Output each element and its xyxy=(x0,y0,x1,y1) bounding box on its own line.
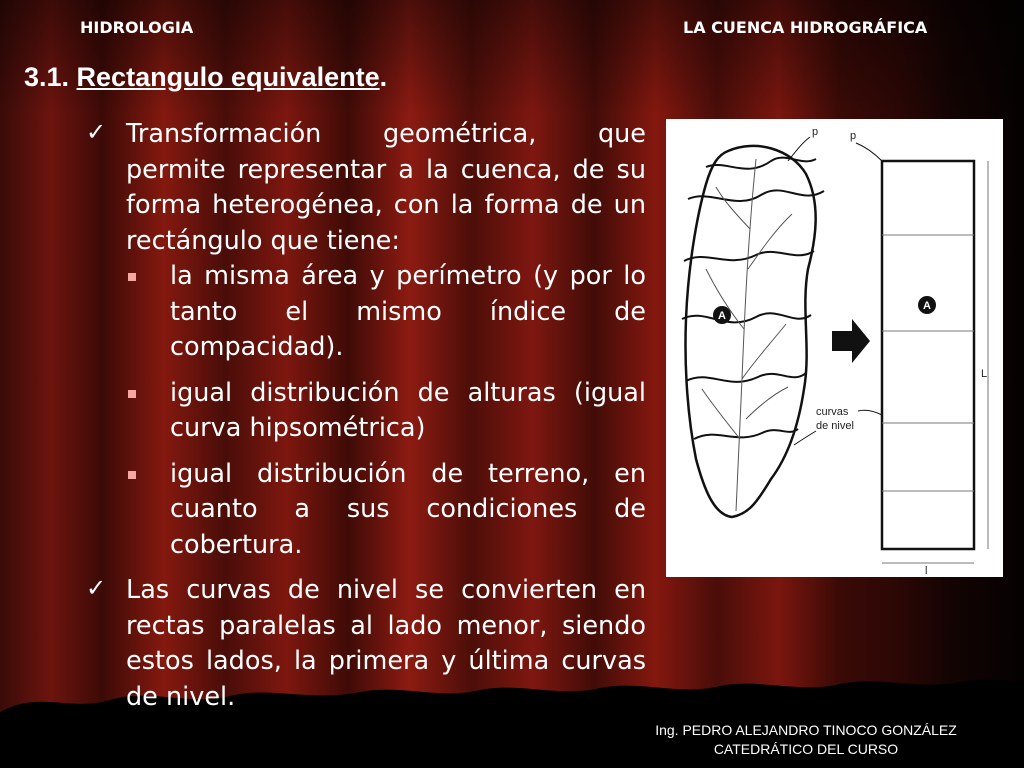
sub-list-item xyxy=(86,457,646,564)
perimeter-label-basin: p xyxy=(812,126,819,138)
equivalent-rectangle-diagram xyxy=(666,119,1003,577)
length-label: L xyxy=(981,368,988,380)
perimeter-label-rectangle: p xyxy=(850,130,857,142)
contour-label-line1: curvas xyxy=(816,406,849,418)
square-bullet-icon xyxy=(128,390,136,398)
checkmark-icon: ✓ xyxy=(86,118,107,146)
title-number: 3.1. xyxy=(24,62,77,92)
author-role: CATEDRÁTICO DEL CURSO xyxy=(713,741,899,757)
contour-label-line2: de nivel xyxy=(816,420,854,432)
square-bullet-icon xyxy=(128,471,136,479)
title-suffix: . xyxy=(379,62,388,92)
title-text: Rectangulo equivalente xyxy=(76,62,380,92)
footer-author xyxy=(600,721,1012,759)
slide-title xyxy=(24,62,387,93)
list-item xyxy=(86,573,646,715)
sub-list-item xyxy=(86,376,646,447)
sub-item-text: la misma área y perímetro (y por lo tanto el mismo índice de compacidad). xyxy=(170,261,646,362)
item-text: Transformación geométrica, que permite representar a la cuenca, de su forma heterogénea, con la forma de un rectángulo que tiene: xyxy=(126,119,646,256)
checkmark-icon: ✓ xyxy=(86,574,107,602)
sub-item-text: igual distribución de alturas (igual curva hipsométrica) xyxy=(170,377,646,443)
author-name: Ing. PEDRO ALEJANDRO TINOCO GONZÁLEZ xyxy=(655,722,957,738)
width-label: l xyxy=(925,565,928,577)
area-label-basin: A xyxy=(718,310,726,322)
sub-item-text: igual distribución de terreno, en cuanto a sus condiciones de cobertura. xyxy=(170,458,646,560)
area-label-rectangle: A xyxy=(923,300,931,312)
slide-body xyxy=(86,117,646,715)
header-topic: LA CUENCA HIDROGRÁFICA xyxy=(683,18,928,37)
header-course: HIDROLOGIA xyxy=(80,18,194,37)
item-text: Las curvas de nivel se convierten en rectas paralelas al lado menor, siendo estos lados, la primera y última curvas de nivel. xyxy=(126,575,646,712)
list-item xyxy=(86,117,646,259)
sub-list-item xyxy=(86,259,646,366)
square-bullet-icon xyxy=(128,273,136,281)
